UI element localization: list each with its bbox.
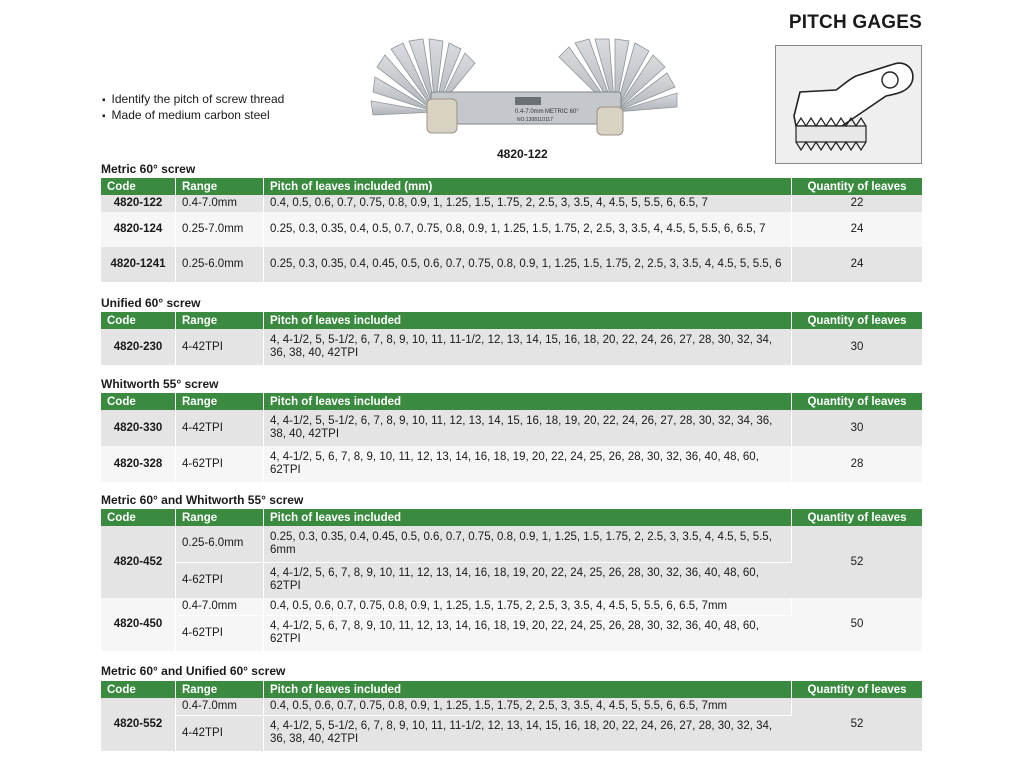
- whitworth-55-table: [101, 393, 922, 482]
- cell-pitch: 4, 4-1/2, 5, 5-1/2, 6, 7, 8, 9, 10, 11, 11-1/2, 12, 13, 14, 15, 16, 18, 20, 22, 24, 26, 27, 28, 30, 32, 34, 36, 38, 40, 42TPI: [264, 329, 792, 365]
- header-pitch: Pitch of leaves included: [264, 393, 792, 410]
- header-range: Range: [176, 681, 264, 698]
- cell-qty: 50: [792, 598, 923, 651]
- page-title: PITCH GAGES: [788, 12, 922, 33]
- table-row: [101, 410, 922, 446]
- cell-pitch: 4, 4-1/2, 5, 6, 7, 8, 9, 10, 11, 12, 13, 14, 16, 18, 19, 20, 22, 24, 25, 26, 28, 30, 32, 36, 40, 48, 60, 62TPI: [264, 562, 792, 598]
- cell-range: 4-62TPI: [176, 562, 264, 598]
- gauge-leaf-illustration: [776, 46, 921, 163]
- section-title: Unified 60° screw: [101, 296, 201, 310]
- cell-pitch: 0.25, 0.3, 0.35, 0.4, 0.45, 0.5, 0.6, 0.7, 0.75, 0.8, 0.9, 1, 1.25, 1.5, 1.75, 2, 2.5, 3, 3.5, 4, 4.5, 5, 5.5, 6mm: [264, 526, 792, 562]
- header-qty: Quantity of leaves: [792, 509, 923, 526]
- cell-range: 4-62TPI: [176, 615, 264, 651]
- header-pitch: Pitch of leaves included: [264, 681, 792, 698]
- cell-range: 0.4-7.0mm: [176, 598, 264, 615]
- cell-qty: 52: [792, 698, 923, 751]
- cell-range: 4-42TPI: [176, 329, 264, 365]
- cell-code: 4820-230: [101, 329, 176, 365]
- section-title: Metric 60° and Whitworth 55° screw: [101, 493, 304, 507]
- cell-qty: 24: [792, 212, 923, 247]
- feature-item: ▪ Identify the pitch of screw thread: [102, 92, 284, 108]
- cell-pitch: 4, 4-1/2, 5, 5-1/2, 6, 7, 8, 9, 10, 11, 11-1/2, 12, 13, 14, 15, 16, 18, 20, 22, 24, 26, 27, 28, 30, 32, 34, 36, 38, 40, 42TPI: [264, 715, 792, 751]
- pitch-gauge-photo: [365, 37, 685, 147]
- cell-qty: 30: [792, 329, 923, 365]
- section-title: Metric 60° and Unified 60° screw: [101, 664, 286, 678]
- cell-code: 4820-1241: [101, 247, 176, 282]
- cell-pitch: 0.4, 0.5, 0.6, 0.7, 0.75, 0.8, 0.9, 1, 1.25, 1.5, 1.75, 2, 2.5, 3, 3.5, 4, 4.5, 5, 5.5, 6, 6.5, 7mm: [264, 598, 792, 615]
- table-row: [101, 329, 922, 365]
- section-title: Metric 60° screw: [101, 162, 196, 176]
- header-range: Range: [176, 393, 264, 410]
- table-row: [101, 247, 922, 282]
- cell-range: 4-42TPI: [176, 410, 264, 446]
- cell-code: 4820-330: [101, 410, 176, 446]
- header-pitch: Pitch of leaves included (mm): [264, 178, 792, 195]
- cell-qty: 22: [792, 195, 923, 212]
- cell-code: 4820-450: [101, 598, 176, 651]
- cell-pitch: 0.25, 0.3, 0.35, 0.4, 0.5, 0.7, 0.75, 0.8, 0.9, 1, 1.25, 1.5, 1.75, 2, 2.5, 3, 3.5, 4, 4.5, 5, 5.5, 6, 6.5, 7: [264, 212, 792, 247]
- header-range: Range: [176, 178, 264, 195]
- table-row: [101, 446, 922, 482]
- header-qty: Quantity of leaves: [792, 681, 923, 698]
- header-range: Range: [176, 509, 264, 526]
- metric-whitworth-table: [101, 509, 922, 651]
- section-title: Whitworth 55° screw: [101, 377, 219, 391]
- table-row: [101, 698, 922, 715]
- cell-code: 4820-452: [101, 526, 176, 598]
- cell-range: 4-42TPI: [176, 715, 264, 751]
- header-pitch: Pitch of leaves included: [264, 509, 792, 526]
- photo-type-label: METRIC 60°: [545, 109, 579, 115]
- header-code: Code: [101, 312, 176, 329]
- cell-qty: 24: [792, 247, 923, 282]
- metric-60-table: [101, 178, 922, 282]
- cell-pitch: 4, 4-1/2, 5, 6, 7, 8, 9, 10, 11, 12, 13, 14, 16, 18, 19, 20, 22, 24, 25, 26, 28, 30, 32, 36, 40, 48, 60, 62TPI: [264, 615, 792, 651]
- cell-range: 0.4-7.0mm: [176, 698, 264, 715]
- cell-code: 4820-122: [101, 195, 176, 212]
- unified-60-table: [101, 312, 922, 365]
- header-qty: Quantity of leaves: [792, 178, 923, 195]
- header-code: Code: [101, 178, 176, 195]
- cell-range: 0.4-7.0mm: [176, 195, 264, 212]
- header-code: Code: [101, 509, 176, 526]
- cell-code: 4820-124: [101, 212, 176, 247]
- cell-qty: 52: [792, 526, 923, 598]
- cell-pitch: 4, 4-1/2, 5, 6, 7, 8, 9, 10, 11, 12, 13, 14, 16, 18, 19, 20, 22, 24, 25, 26, 28, 30, 32, 36, 40, 48, 60, 62TPI: [264, 446, 792, 482]
- cell-range: 0.25-6.0mm: [176, 247, 264, 282]
- metric-unified-table: [101, 681, 922, 751]
- product-code-label: 4820-122: [497, 147, 548, 161]
- table-row: [101, 526, 922, 562]
- header-code: Code: [101, 393, 176, 410]
- cell-qty: 28: [792, 446, 923, 482]
- header-range: Range: [176, 312, 264, 329]
- table-row: [101, 212, 922, 247]
- cell-code: 4820-328: [101, 446, 176, 482]
- cell-pitch: 0.4, 0.5, 0.6, 0.7, 0.75, 0.8, 0.9, 1, 1.25, 1.5, 1.75, 2, 2.5, 3, 3.5, 4, 4.5, 5, 5.5, 6, 6.5, 7: [264, 195, 792, 212]
- gauge-diagram: [775, 45, 922, 164]
- cell-range: 4-62TPI: [176, 446, 264, 482]
- cell-pitch: 4, 4-1/2, 5, 5-1/2, 6, 7, 8, 9, 10, 11, 12, 13, 14, 15, 16, 18, 19, 20, 22, 24, 26, 27, 28, 30, 32, 34, 36, 38, 40, 42TPI: [264, 410, 792, 446]
- feature-list: [102, 92, 284, 124]
- feature-item: ▪ Made of medium carbon steel: [102, 108, 284, 124]
- cell-qty: 30: [792, 410, 923, 446]
- cell-range: 0.25-6.0mm: [176, 526, 264, 562]
- cell-code: 4820-552: [101, 698, 176, 751]
- table-row: [101, 195, 922, 212]
- photo-range-label: 0.4-7.0mm: [515, 109, 544, 115]
- cell-range: 0.25-7.0mm: [176, 212, 264, 247]
- header-qty: Quantity of leaves: [792, 393, 923, 410]
- cell-pitch: 0.4, 0.5, 0.6, 0.7, 0.75, 0.8, 0.9, 1, 1.25, 1.5, 1.75, 2, 2.5, 3, 3.5, 4, 4.5, 5, 5.5, 6, 6.5, 7mm: [264, 698, 792, 715]
- header-pitch: Pitch of leaves included: [264, 312, 792, 329]
- table-row: [101, 598, 922, 615]
- header-qty: Quantity of leaves: [792, 312, 923, 329]
- cell-pitch: 0.25, 0.3, 0.35, 0.4, 0.45, 0.5, 0.6, 0.7, 0.75, 0.8, 0.9, 1, 1.25, 1.5, 1.75, 2, 2.5, 3, 3.5, 4, 4.5, 5, 5.5, 6: [264, 247, 792, 282]
- header-code: Code: [101, 681, 176, 698]
- photo-serial-label: NO.1308110117: [517, 117, 553, 123]
